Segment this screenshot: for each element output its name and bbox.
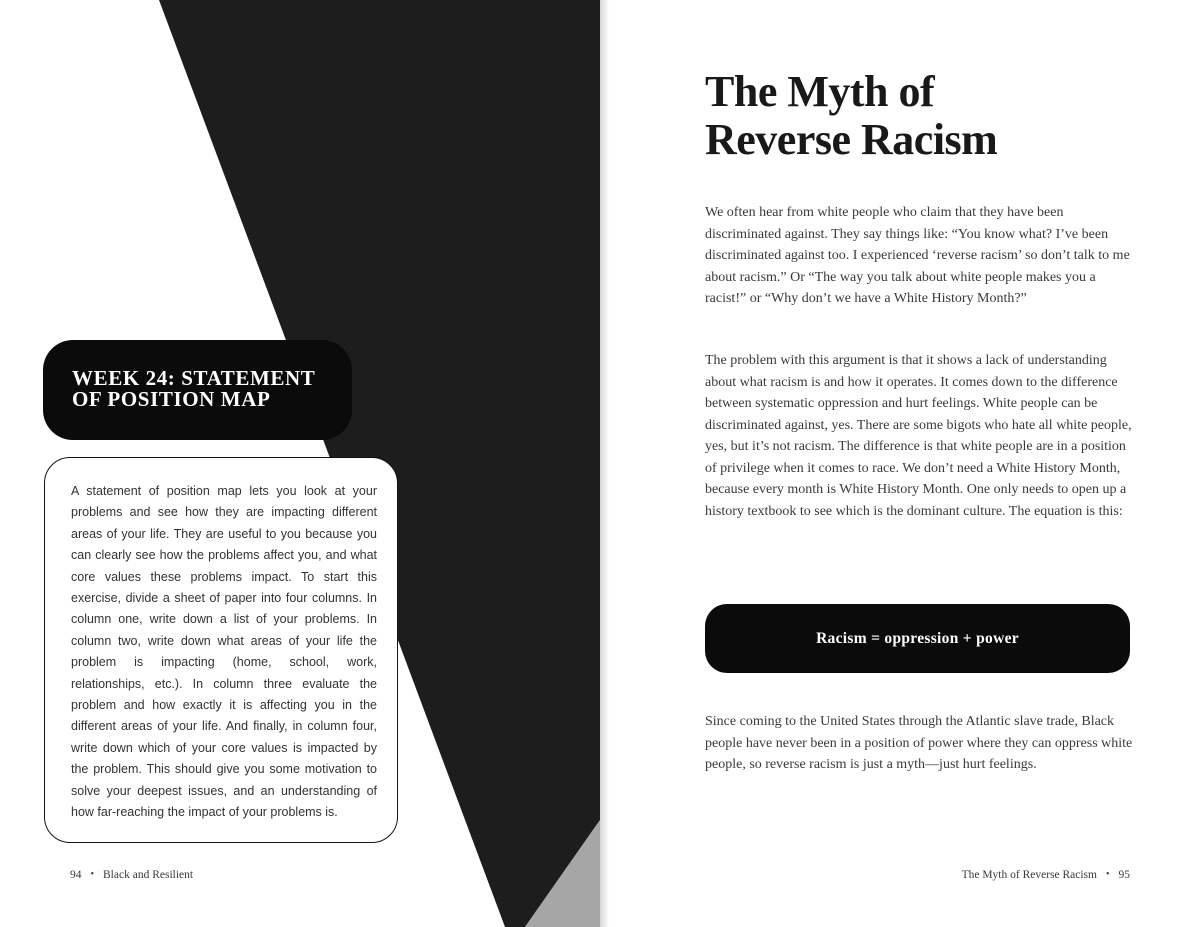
body-paragraph: Since coming to the United States through the Atlantic slave trade, Black people have never been in a position of power where they can oppress white people, so reverse racism is just a myth—just hurt feelings. [705,714,1133,772]
footer-separator-dot: • [90,868,95,880]
gutter-shadow [600,0,609,927]
equation-callout [705,604,1130,673]
right-page [600,0,1200,927]
week-heading-label: WEEK 24: STATEMENT OF POSITION MAP [72,366,316,411]
left-page-number: 94 [70,869,82,881]
chapter-title-footer: The Myth of Reverse Racism [961,869,1097,881]
exercise-note-box [44,457,398,843]
body-paragraph: We often hear from white people who claim that they have been discriminated against. They say things like: “You know what? I’ve been discriminated against too. I experienced ‘reverse racism’ so don’t talk to me about racism.” Or “The way you talk about white people makes you a racist!” or “Why don’t we have a White History Month?” [705,205,1130,306]
book-title: Black and Resilient [103,869,194,881]
right-page-footer [962,869,1130,881]
right-page-number: 95 [1118,869,1130,881]
left-page-footer [70,869,193,881]
week-heading-callout [43,340,352,440]
footer-separator-dot: • [1105,868,1110,880]
exercise-note-text: A statement of position map lets you look at your problems and see how they are impacting different areas of your life. They are useful to you because you can clearly see how the problems affect you, and what core values these problems impact. To start this exercise, divide a sheet of paper into four columns. In column one, write down a list of your problems. In column two, write down what areas of your life the problem is impacting (home, school, work, relationships, etc.). In column three evaluate the problem and how exactly it is affecting you in the different areas of your life. And finally, in column four, write down which of your core values is impacted by the problem. This should give you some motivation to solve your deepest issues, and an understanding of how far-reaching the impact of your problems is. [71,484,377,820]
body-paragraph: The problem with this argument is that it shows a lack of understanding about what racism is and how it operates. It comes down to the difference between systematic oppression and hurt feelings. White people can be discriminated against, yes. There are some bigots who hate all white people, yes, but it’s not racism. The difference is that white people are in a position of privilege when it comes to race. We don’t need a White History Month, because every month is White History Month. One only needs to open up a history textbook to see which is the dominant culture. The equation is this: [705,353,1132,519]
equation-text: Racism = oppression + power [816,629,1019,647]
chapter-title: The Myth of Reverse Racism [705,67,998,164]
